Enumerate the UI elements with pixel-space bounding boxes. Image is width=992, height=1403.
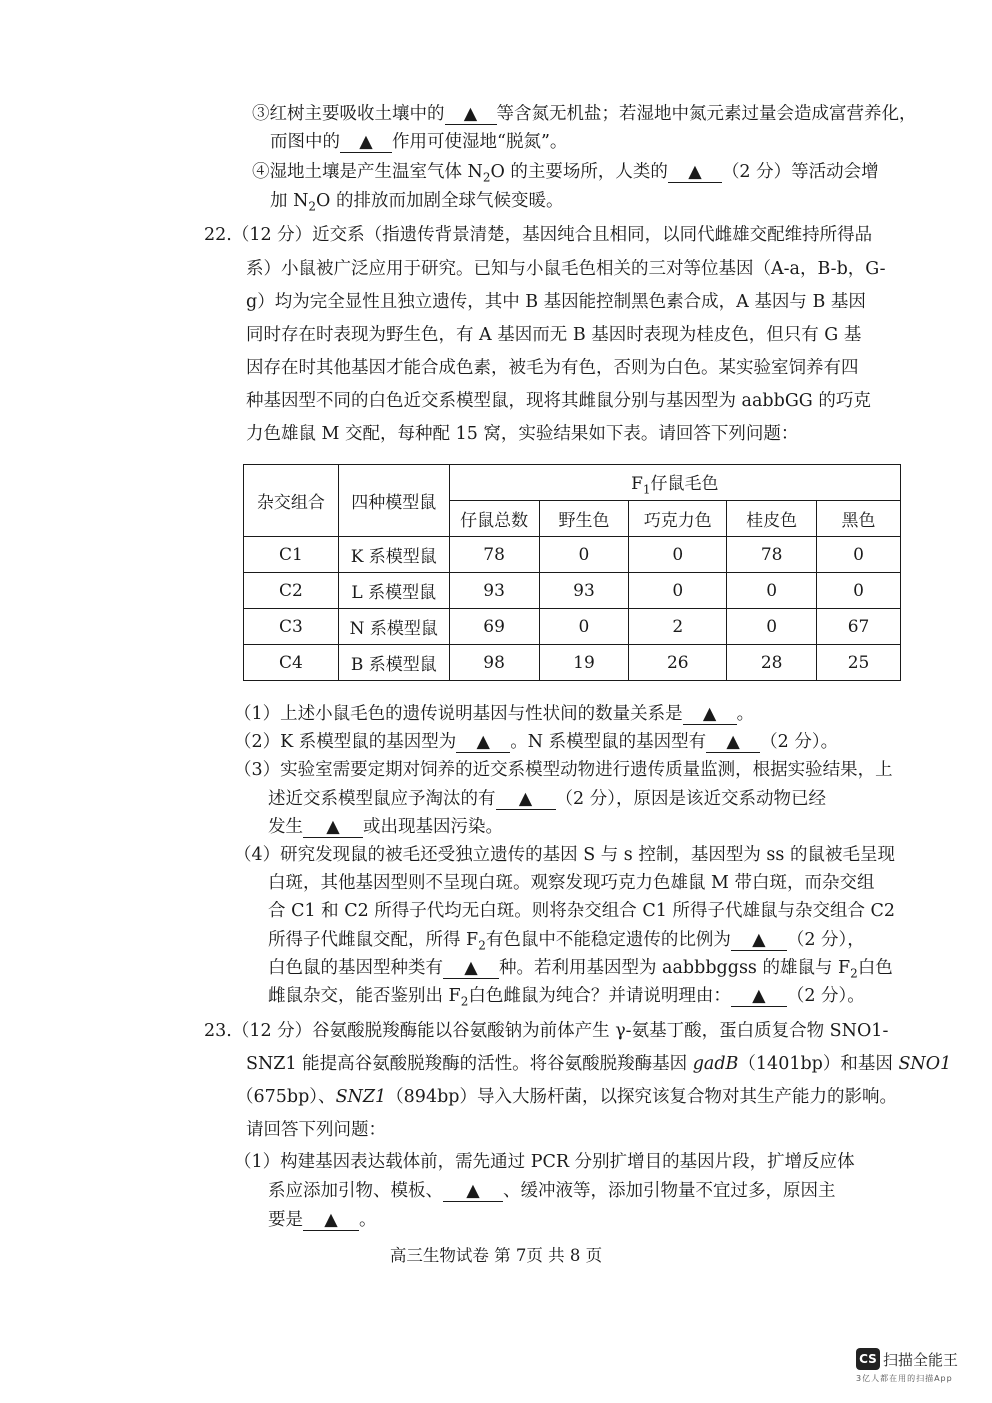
text: （2 分），原因是该近交系动物已经 <box>555 789 826 809</box>
text: （894bp）导入大肠杆菌，以探究该复合物对其生产能力的影响。 <box>386 1087 897 1107</box>
header-model: 四种模型鼠 <box>338 465 449 537</box>
text: （1401bp）和基因 <box>738 1054 899 1074</box>
cell-value: 19 <box>539 645 629 681</box>
answer-blank[interactable]: ▲ <box>303 817 363 838</box>
text: 要是 <box>268 1210 303 1230</box>
q22-sub1 <box>234 702 754 726</box>
q22-stem-line6: 种基因型不同的白色近交系模型鼠，现将其雌鼠分别与基因型为 aabbGG 的巧克 <box>246 391 871 411</box>
col-header: 巧克力色 <box>629 501 727 537</box>
q23-sub1-line3 <box>268 1208 377 1232</box>
text: 白色鼠的基因型种类有 <box>268 958 443 978</box>
text: （1）上述小鼠毛色的遗传说明基因与性状间的数量关系是 <box>234 704 683 724</box>
q22-sub4-line5 <box>268 956 893 986</box>
q22-stem-line7: 力色雄鼠 M 交配，每种配 15 窝，实验结果如下表。请回答下列问题： <box>246 424 799 444</box>
gene-name: gadB <box>692 1054 739 1074</box>
cell-value: 78 <box>449 537 539 573</box>
scanner-app-name: 扫描全能王 <box>883 1350 959 1369</box>
answer-blank[interactable]: ▲ <box>443 958 499 979</box>
cell-value: 93 <box>449 573 539 609</box>
q23-sub1-line1: （1）构建基因表达载体前，需先通过 PCR 分别扩增目的基因片段，扩增反应体 <box>234 1152 855 1172</box>
text: 种。若利用基因型为 aabbbggss 的雄鼠与 F <box>499 958 851 978</box>
answer-blank[interactable]: ▲ <box>683 704 737 725</box>
q22-stem-line5: 因存在时其他基因才能合成色素，被毛为有色，否则为白色。某实验室饲养有四 <box>246 358 859 378</box>
gene-name: SNO1 <box>898 1054 952 1074</box>
text: 等含氮无机盐；若湿地中氮元素过量会造成富营养化， <box>496 104 917 124</box>
text: 述近交系模型鼠应予淘汰的有 <box>268 789 496 809</box>
text: 白色雌鼠为纯合？并请说明理由： <box>468 986 731 1006</box>
q22-sub4-line4 <box>268 928 865 958</box>
q22-sub4-line2: 白斑，其他基因型则不呈现白斑。观察发现巧克力色雄鼠 M 带白斑，而杂交组 <box>268 873 875 893</box>
q22-sub4-line1: （4）研究发现鼠的被毛还受独立遗传的基因 S 与 s 控制，基因型为 ss 的鼠被毛呈现 <box>234 845 895 865</box>
text: ④湿地土壤是产生温室气体 N <box>252 162 483 182</box>
text: 雌鼠杂交，能否鉴别出 F <box>268 986 461 1006</box>
text: 仔鼠毛色 <box>650 473 719 494</box>
answer-blank[interactable]: ▲ <box>443 1181 503 1202</box>
cell-model: L 系模型鼠 <box>338 573 449 609</box>
answer-blank[interactable]: ▲ <box>731 930 787 951</box>
scanner-tagline: 3亿人都在用的扫描App <box>856 1374 953 1383</box>
col-header: 仔鼠总数 <box>449 501 539 537</box>
page-footer: 高三生物试卷 第 7页 共 8 页 <box>389 1246 603 1265</box>
q23-stem-line1: 23.（12 分）谷氨酸脱羧酶能以谷氨酸钠为前体产生 γ-氨基丁酸，蛋白质复合物 SNO1- <box>204 1021 889 1041</box>
table-row <box>244 645 901 681</box>
col-header: 黑色 <box>817 501 901 537</box>
q21-item3-line1 <box>252 102 917 126</box>
q22-stem-line2: 系）小鼠被广泛应用于研究。已知与小鼠毛色相关的三对等位基因（A-a，B-b，G- <box>246 259 886 279</box>
text: 或出现基因污染。 <box>363 817 503 837</box>
cell-value: 78 <box>727 537 817 573</box>
text: 。 <box>736 704 755 724</box>
text: 发生 <box>268 817 303 837</box>
cell-value: 0 <box>629 537 727 573</box>
q21-item4-line2 <box>270 189 563 219</box>
text: 。 <box>359 1210 377 1230</box>
cell-value: 67 <box>817 609 901 645</box>
answer-blank[interactable]: ▲ <box>456 732 510 753</box>
subscript: 2 <box>308 199 317 214</box>
cell-value: 0 <box>817 573 901 609</box>
q23-sub1-line2 <box>268 1179 836 1203</box>
text: （675bp）、 <box>236 1087 336 1107</box>
cell-value: 0 <box>629 573 727 609</box>
table-row <box>244 573 901 609</box>
subscript: 2 <box>850 966 858 981</box>
q22-sub3-line3 <box>268 815 503 839</box>
q23-stem-line3 <box>236 1085 897 1109</box>
table-row <box>244 537 901 573</box>
text: （2 分）等活动会增 <box>721 162 879 182</box>
text: （2 分）。 <box>760 732 839 752</box>
results-table <box>243 464 901 681</box>
text: 而图中的 <box>270 132 340 152</box>
gene-name: SNZ1 <box>335 1087 387 1107</box>
answer-blank[interactable]: ▲ <box>496 789 556 810</box>
col-header: 野生色 <box>539 501 629 537</box>
q22-sub4-line3: 合 C1 和 C2 所得子代均无白斑。则将杂交组合 C1 所得子代雄鼠与杂交组合 C2 <box>268 901 896 921</box>
cell-value: 93 <box>539 573 629 609</box>
q22-sub3-line2 <box>268 787 826 811</box>
subscript: 2 <box>482 170 491 185</box>
text: O 的排放而加剧全球气候变暖。 <box>316 191 564 211</box>
text: ③红树主要吸收土壤中的 <box>252 104 445 124</box>
q22-sub2 <box>234 730 838 754</box>
cell-value: 0 <box>727 609 817 645</box>
subscript: 2 <box>460 994 469 1009</box>
text: O 的主要场所，人类的 <box>490 162 668 182</box>
cell-value: 0 <box>727 573 817 609</box>
q22-stem-line3: g）均为完全显性且独立遗传，其中 B 基因能控制黑色素合成，A 基因与 B 基因 <box>246 292 866 312</box>
answer-blank[interactable]: ▲ <box>303 1210 359 1231</box>
text: （2）K 系模型鼠的基因型为 <box>234 732 457 752</box>
cell-combo: C1 <box>244 537 339 573</box>
text: （2 分）。 <box>786 986 865 1006</box>
cs-logo-icon: CS <box>856 1348 880 1370</box>
q22-sub4-line6 <box>268 984 865 1014</box>
col-header: 桂皮色 <box>727 501 817 537</box>
cell-value: 0 <box>539 609 629 645</box>
cell-combo: C4 <box>244 645 339 681</box>
text: 作用可使湿地“脱氮”。 <box>392 132 568 152</box>
text: 白色 <box>857 958 893 978</box>
q23-prompt: 请回答下列问题： <box>246 1120 386 1140</box>
subscript: 2 <box>478 938 486 953</box>
q22-stem-line4: 同时存在时表现为野生色，有 A 基因而无 B 基因时表现为桂皮色，但只有 G 基 <box>246 325 862 345</box>
cell-combo: C2 <box>244 573 339 609</box>
scanner-watermark <box>856 1348 958 1384</box>
cell-model: B 系模型鼠 <box>338 645 449 681</box>
text: 有色鼠中不能稳定遗传的比例为 <box>485 930 731 950</box>
cell-value: 2 <box>629 609 727 645</box>
table-row <box>244 609 901 645</box>
cell-value: 28 <box>727 645 817 681</box>
text: F <box>631 473 643 494</box>
text: 。N 系模型鼠的基因型有 <box>510 732 707 752</box>
cell-value: 98 <box>449 645 539 681</box>
q22-stem-line1: 22.（12 分）近交系（指遗传背景清楚，基因纯合且相同，以同代雌雄交配维持所得品 <box>204 225 873 245</box>
cell-value: 0 <box>539 537 629 573</box>
cell-value: 26 <box>629 645 727 681</box>
answer-blank[interactable]: ▲ <box>340 132 392 153</box>
answer-blank[interactable]: ▲ <box>731 986 787 1007</box>
cell-value: 25 <box>817 645 901 681</box>
table-header-row <box>244 465 901 501</box>
q22-sub3-line1: （3）实验室需要定期对饲养的近交系模型动物进行遗传质量监测，根据实验结果，上 <box>234 760 893 780</box>
q21-item3-line2 <box>270 130 567 154</box>
text: SNZ1 能提高谷氨酸脱羧酶的活性。将谷氨酸脱羧酶基因 <box>246 1054 693 1074</box>
text: 系应添加引物、模板、 <box>268 1181 443 1201</box>
cell-model: K 系模型鼠 <box>338 537 449 573</box>
q23-stem-line2 <box>246 1052 951 1076</box>
header-f1 <box>449 465 900 501</box>
text: 所得子代雌鼠交配，所得 F <box>268 930 479 950</box>
cell-value: 0 <box>817 537 901 573</box>
subscript: 1 <box>642 482 651 497</box>
answer-blank[interactable]: ▲ <box>445 104 497 125</box>
q21-item4-line1 <box>252 160 879 190</box>
header-combo: 杂交组合 <box>244 465 339 537</box>
cell-value: 69 <box>449 609 539 645</box>
text: 加 N <box>270 191 309 211</box>
text: （2 分）， <box>786 930 865 950</box>
text: 、缓冲液等，添加引物量不宜过多，原因主 <box>503 1181 836 1201</box>
answer-blank[interactable]: ▲ <box>668 162 722 183</box>
answer-blank[interactable]: ▲ <box>706 732 760 753</box>
cell-model: N 系模型鼠 <box>338 609 449 645</box>
cell-combo: C3 <box>244 609 339 645</box>
